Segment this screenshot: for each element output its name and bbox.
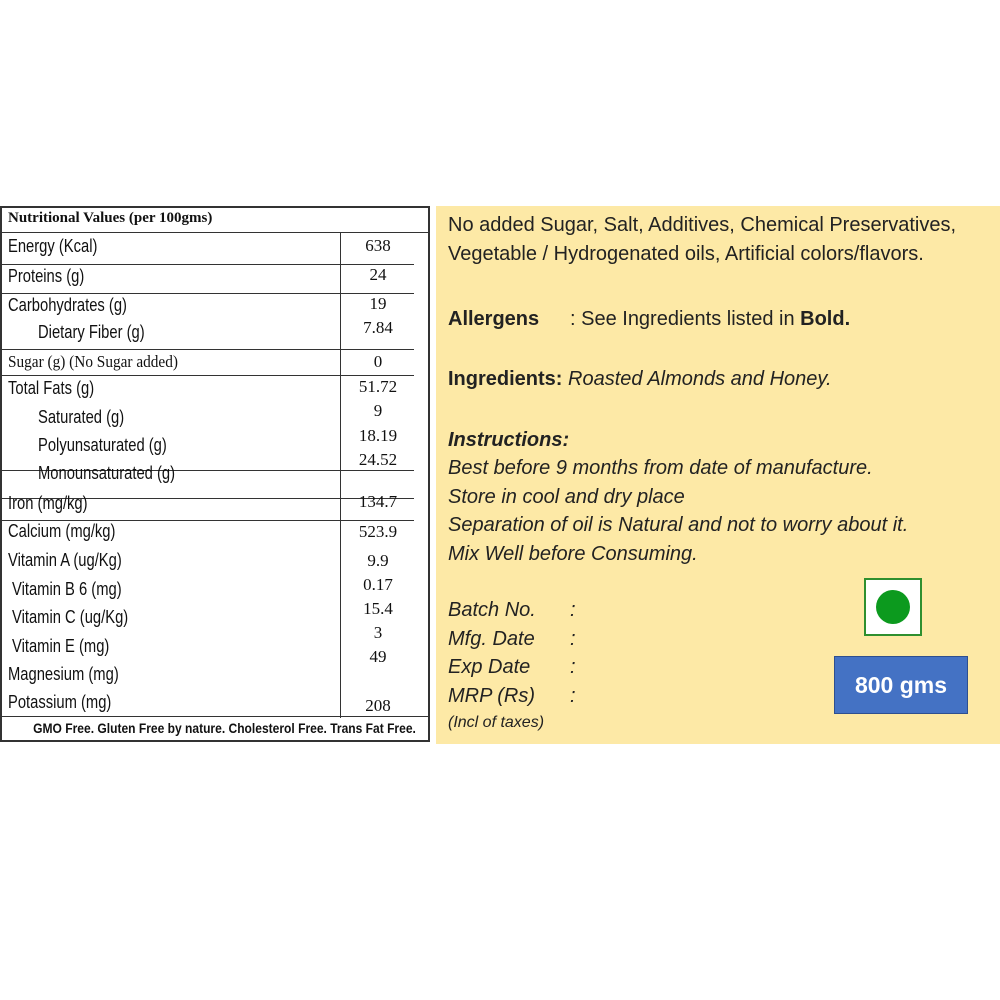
instruction-item: Store in cool and dry place (448, 486, 685, 508)
nutrition-footer: GMO Free. Gluten Free by nature. Cholesterol Free. Trans Fat Free. (33, 720, 416, 736)
nutrient-value: 19 (369, 294, 387, 313)
nutrient-label: Potassium (mg) (8, 692, 112, 712)
nutrition-table (0, 206, 430, 742)
nutrient-label: Saturated (g) (38, 407, 125, 427)
allergens-text: : See Ingredients listed in (570, 308, 801, 330)
nutrient-value: 523.9 (358, 522, 398, 541)
instruction-item: Best before 9 months from date of manufacture. (448, 457, 873, 479)
nutrient-value: 638 (365, 236, 391, 255)
mrp-note: (Incl of taxes) (448, 714, 545, 731)
divider (2, 716, 428, 717)
nutrient-value: 0.17 (363, 575, 393, 594)
instruction-item: Separation of oil is Natural and not to worry about it. (448, 514, 909, 536)
divider (2, 232, 428, 233)
mfg-date-field: Mfg. Date : (448, 628, 576, 650)
nutrient-label: Polyunsaturated (g) (38, 435, 167, 455)
nutrient-label: Dietary Fiber (g) (38, 322, 145, 342)
nutrient-label: Energy (Kcal) (8, 236, 98, 256)
allergens-line (448, 308, 850, 331)
nutrient-value: 134.7 (358, 492, 398, 511)
veg-mark-icon (864, 578, 922, 636)
nutrient-value: 3 (373, 623, 383, 642)
nutrient-label: Vitamin E (mg) (12, 636, 110, 656)
nutrient-value: 49 (369, 647, 387, 666)
allergens-bold: Bold. (800, 308, 851, 330)
nutrient-value: 7.84 (363, 318, 393, 337)
nutrient-label: Magnesium (mg) (8, 664, 119, 684)
batch-no-field: Batch No. : (448, 599, 576, 621)
veg-dot (876, 590, 910, 624)
nutrient-value: 24 (369, 265, 387, 284)
divider (2, 375, 414, 376)
nutrient-label: Total Fats (g) (8, 378, 95, 398)
nutrient-label: Proteins (g) (8, 266, 85, 286)
nutrient-label: Iron (mg/kg) (8, 493, 88, 513)
no-added-text: Vegetable / Hydrogenated oils, Artificial colors/flavors. (448, 243, 924, 265)
nutrient-value: 208 (365, 696, 391, 715)
nutrient-label: Calcium (mg/kg) (8, 521, 116, 541)
nutrition-title: Nutritional Values (per 100gms) (8, 210, 213, 226)
weight-badge: 800 gms (834, 656, 968, 714)
no-added-text: No added Sugar, Salt, Additives, Chemical Preservatives, (448, 214, 957, 236)
ingredients-text: Roasted Almonds and Honey. (562, 368, 832, 390)
nutrient-value: 0 (373, 352, 383, 371)
ingredients-line (448, 368, 832, 391)
nutrient-value: 9 (373, 401, 383, 420)
nutrient-label: Vitamin A (ug/Kg) (8, 550, 122, 570)
divider (2, 349, 414, 350)
nutrient-label: Vitamin C (ug/Kg) (12, 607, 129, 627)
ingredients-label: Ingredients: (448, 368, 563, 390)
allergens-label: Allergens (448, 308, 540, 330)
mrp-field: MRP (Rs) : (448, 685, 576, 707)
nutrient-label: Sugar (g) (No Sugar added) (8, 352, 178, 371)
nutrient-value: 15.4 (363, 599, 393, 618)
nutrient-value: 24.52 (358, 450, 398, 469)
exp-date-field: Exp Date : (448, 656, 576, 678)
nutrient-value: 9.9 (367, 551, 389, 570)
nutrient-label: Monounsaturated (g) (38, 463, 176, 483)
instruction-item: Mix Well before Consuming. (448, 543, 698, 565)
instructions-label: Instructions: (448, 429, 570, 451)
nutrient-label: Vitamin B 6 (mg) (12, 579, 122, 599)
nutrient-value: 18.19 (358, 426, 398, 445)
nutrient-label: Carbohydrates (g) (8, 295, 127, 315)
nutrient-value: 51.72 (358, 377, 398, 396)
product-info-panel (436, 206, 1000, 744)
